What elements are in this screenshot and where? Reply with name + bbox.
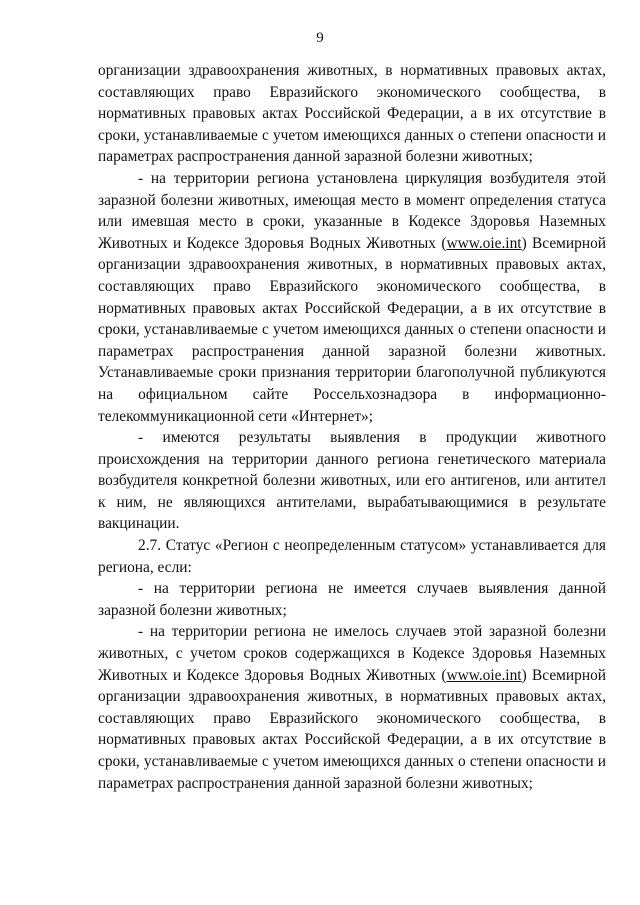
page-number: 9: [316, 30, 324, 46]
paragraph-p3: [98, 427, 606, 535]
oie-link[interactable]: www.oie.int: [446, 234, 522, 252]
paragraph-p2: [98, 168, 606, 427]
text-segment: - имеются результаты выявления в продукции животного происхождения на территории данного региона генетического материала возбудителя конкретной болезни животных, или его антигенов, или антител к ним, не являющихся антителами, вырабатывающимися в результате вакцинации.: [98, 429, 606, 533]
paragraph-p5: [98, 578, 606, 621]
text-segment: - на территории региона установлена циркуляция возбудителя этой заразной болезни животных, имеющая место в момент определения статуса или имевшая место в сроки, указанные в Кодексе Здоровья Наземных Животных и Кодексе Здоровья Водных Животных (: [98, 169, 606, 252]
text-segment: 2.7. Статус «Регион с неопределенным статусом» устанавливается для региона, если:: [98, 537, 606, 576]
text-segment: организации здравоохранения животных, в нормативных правовых актах, составляющих право Евразийского экономического сообщества, в нормативных правовых актах Российской Федерации, а в их отсутствие в сроки, устанавливаемые с учетом имеющихся данных о степени опасности и параметрах распространения данной заразной болезни животных;: [98, 62, 606, 166]
paragraph-p6: [98, 621, 606, 794]
paragraph-p1: [98, 60, 606, 168]
text-segment: - на территории региона не имелось случаев этой заразной болезни животных, с учетом сроков содержащихся в Кодексе Здоровья Наземных Животных и Кодексе Здоровья Водных Животных (: [98, 623, 606, 684]
oie-link[interactable]: www.oie.int: [446, 666, 522, 684]
text-segment: ) Всемирной организации здравоохранения животных, в нормативных правовых актах, составляющих право Евразийского экономического сообщества, в нормативных правовых актах Российской Федерации, а в их отсутствие в сроки, устанавливаемые с учетом имеющихся данных о степени опасности и параметрах распространения данной заразной болезни животных;: [98, 666, 607, 792]
paragraph-p4: [98, 535, 606, 578]
text-segment: - на территории региона не имеется случаев выявления данной заразной болезни животных;: [98, 580, 606, 619]
document-body: [98, 60, 606, 794]
text-segment: ) Всемирной организации здравоохранения животных, в нормативных правовых актах, составляющих право Евразийского экономического сообщества, в нормативных правовых актах Российской Федерации, а в их отсутствие в сроки, устанавливаемые с учетом имеющихся данных о степени опасности и параметрах распространения данной заразной болезни животных. Устанавливаемые сроки признания территории благополучной публикуются на официальном сайте Россельхознадзора в информационно-телекоммуникационной сети «Интернет»;: [98, 234, 607, 425]
